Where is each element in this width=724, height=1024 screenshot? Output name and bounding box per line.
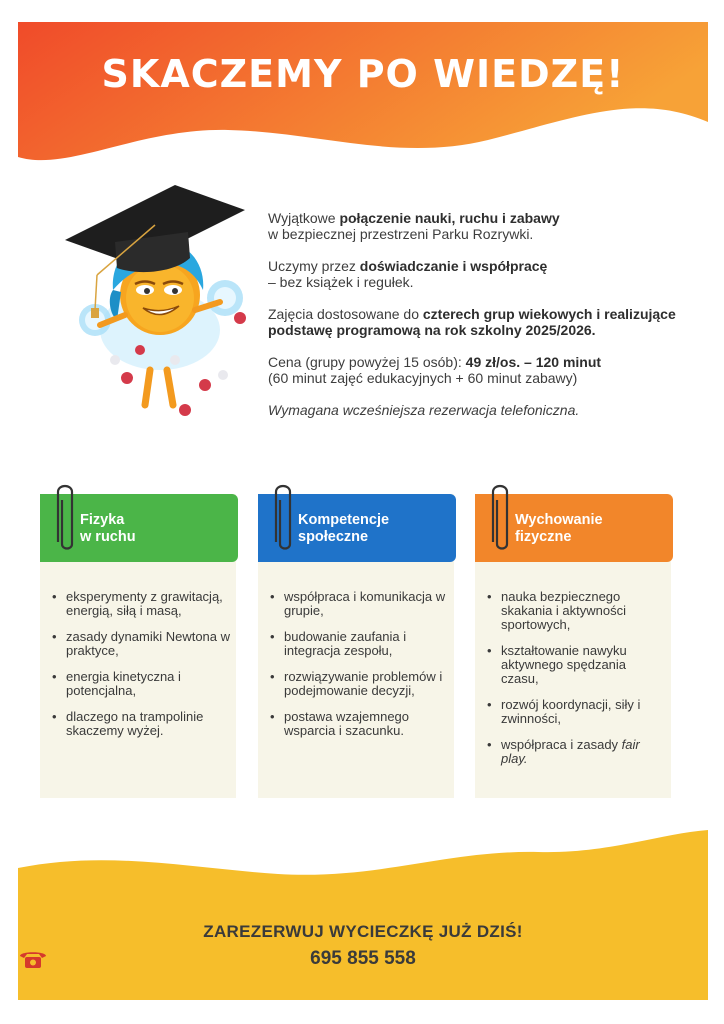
footer-wave-shape <box>18 830 708 1000</box>
card-social-skills-header: Kompetencje społeczne <box>258 494 456 562</box>
footer-banner <box>18 830 708 1000</box>
card-physical-education-list <box>487 590 667 778</box>
telephone-icon <box>18 948 48 970</box>
list-item: • eksperymenty z grawitacją, energią, siłą i masą, <box>52 590 232 618</box>
paperclip-icon <box>52 482 76 552</box>
list-item: • kształtowanie nawyku aktywnego spędzania czasu, <box>487 644 667 686</box>
phone-number[interactable]: 695 855 558 <box>18 948 708 970</box>
call-to-action: ZAREZERWUJ WYCIECZKĘ JUŻ DZIŚ! <box>203 922 523 941</box>
list-item: • postawa wzajemnego wsparcia i szacunku. <box>270 710 450 738</box>
card-social-skills-list <box>270 590 450 750</box>
reservation-note: Wymagana wcześniejsza rezerwacja telefoniczna. <box>268 402 580 418</box>
list-item: • energia kinetyczna i potencjalna, <box>52 670 232 698</box>
list-item: • zasady dynamiki Newtona w praktyce, <box>52 630 232 658</box>
card-physical-education-header: Wychowanie fizyczne <box>475 494 673 562</box>
list-item: • współpraca i zasady fair play. <box>487 738 667 766</box>
intro-paragraph-3: Zajęcia dostosowane do czterech grup wiekowych i realizujące podstawę programową na rok szkolny 2025/2026. <box>268 306 676 338</box>
intro-paragraph-1: Wyjątkowe połączenie nauki, ruchu i zabawy w bezpiecznej przestrzeni Parku Rozrywki. <box>268 210 560 242</box>
paperclip-icon <box>487 482 511 552</box>
intro-paragraph-price: Cena (grupy powyżej 15 osób): 49 zł/os. – 120 minut (60 minut zajęć edukacyjnych + 60 minut zabawy) <box>268 354 602 386</box>
header-banner <box>18 22 708 182</box>
graduate-mascot-icon <box>55 180 265 430</box>
paperclip-icon <box>270 482 294 552</box>
card-physics-list <box>52 590 232 750</box>
list-item: • nauka bezpiecznego skakania i aktywności sportowych, <box>487 590 667 632</box>
page-title: SKACZEMY PO WIEDZĘ! <box>101 52 625 96</box>
card-physics <box>40 494 236 798</box>
card-social-skills <box>258 494 454 798</box>
header-wave-shape <box>18 22 708 182</box>
list-item: • rozwiązywanie problemów i podejmowanie decyzji, <box>270 670 450 698</box>
card-physical-education <box>475 494 671 798</box>
list-item: • współpraca i komunikacja w grupie, <box>270 590 450 618</box>
list-item: • rozwój koordynacji, siły i zwinności, <box>487 698 667 726</box>
intro-text <box>268 210 688 434</box>
card-physics-header: Fizyka w ruchu <box>40 494 238 562</box>
intro-paragraph-2: Uczymy przez doświadczanie i współpracę – bez książek i regułek. <box>268 258 548 290</box>
list-item: • budowanie zaufania i integracja zespołu, <box>270 630 450 658</box>
list-item: • dlaczego na trampolinie skaczemy wyżej. <box>52 710 232 738</box>
